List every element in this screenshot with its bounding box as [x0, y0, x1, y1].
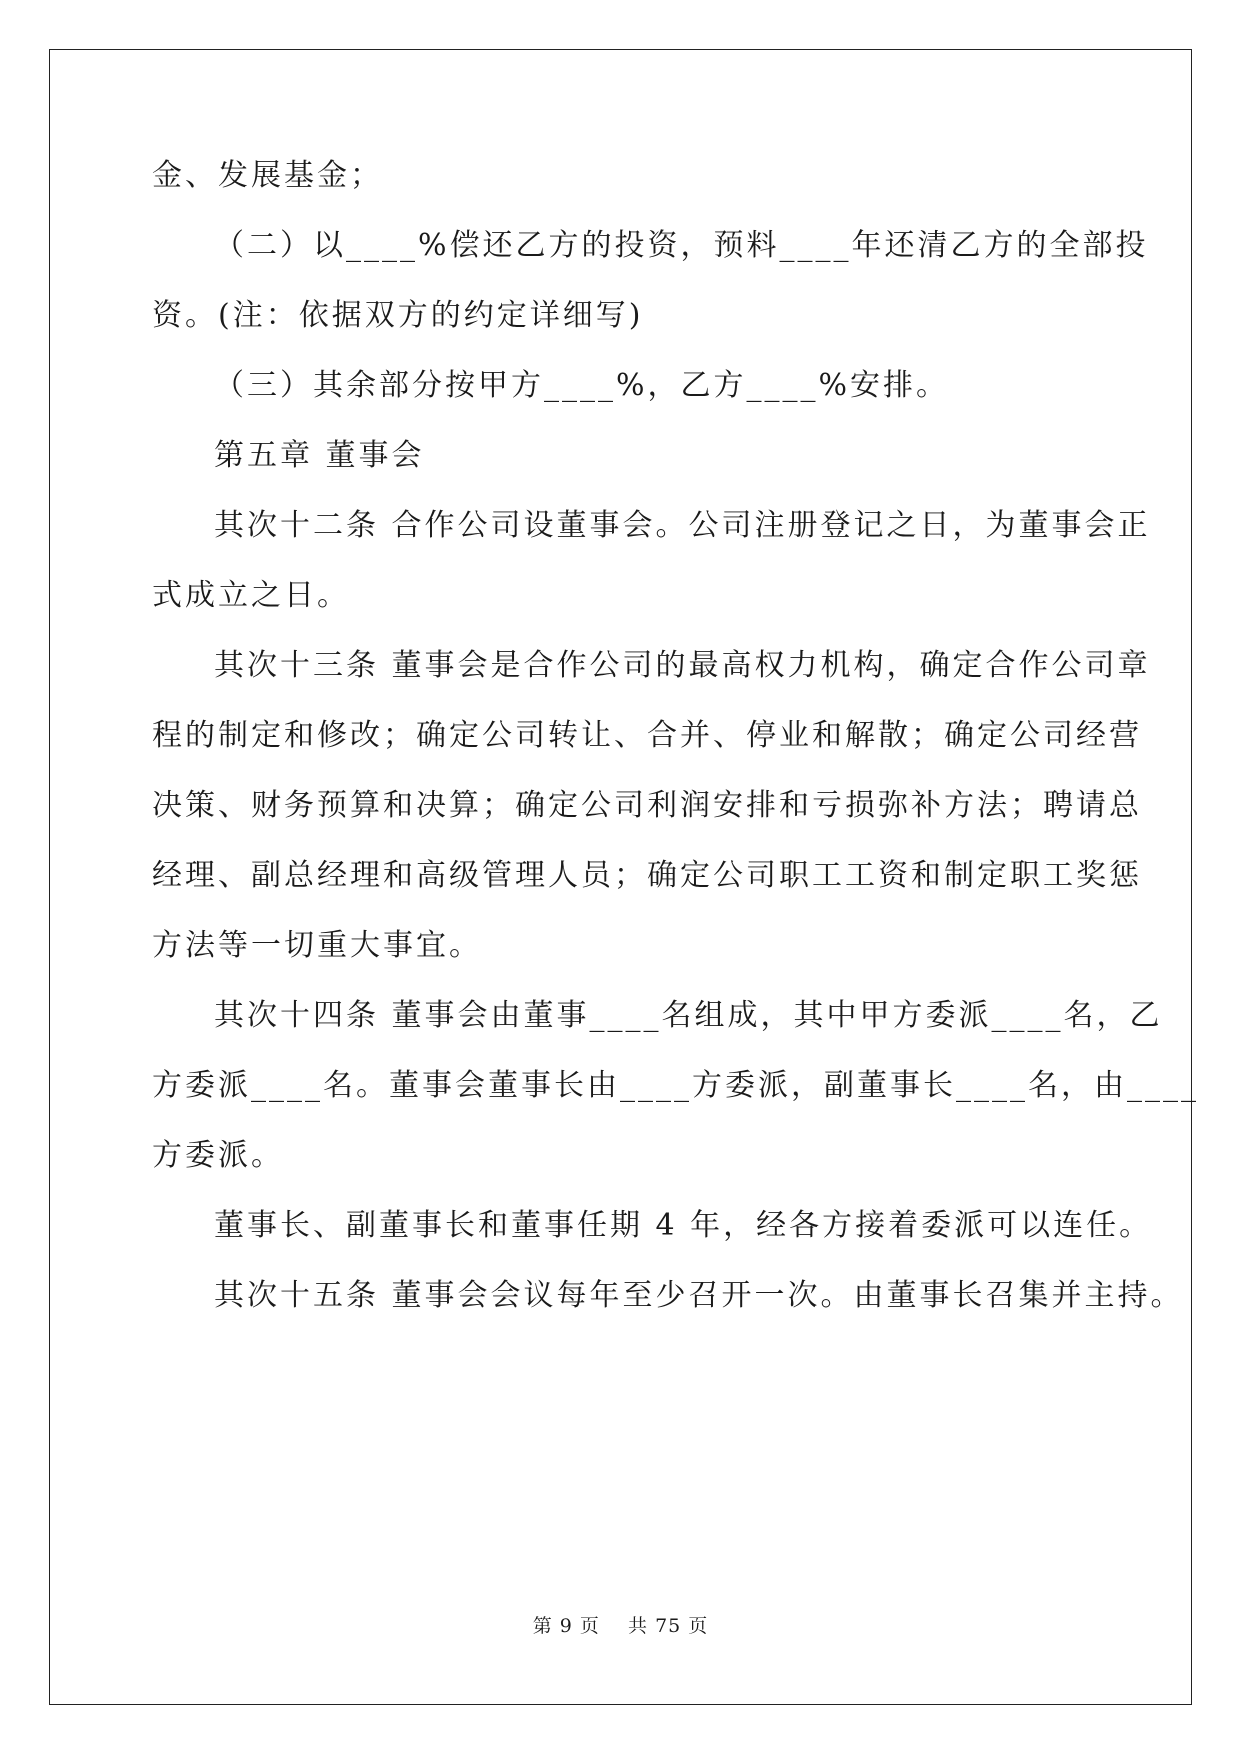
page-number-label: 第 9 页 共 75 页: [532, 1615, 709, 1637]
text-line: 其次十二条 合作公司设董事会。公司注册登记之日，为董事会正: [214, 508, 1151, 543]
text-line: 方委派。: [152, 1138, 284, 1173]
text-line: 其次十三条 董事会是合作公司的最高权力机构，确定合作公司章: [214, 648, 1151, 683]
text-line: 金、发展基金；: [152, 158, 383, 193]
text-line: 董事长、副董事长和董事任期 4 年，经各方接着委派可以连任。: [214, 1208, 1153, 1243]
text-line: 其次十五条 董事会会议每年至少召开一次。由董事长召集并主持。: [214, 1278, 1184, 1313]
text-line: （二）以____%偿还乙方的投资，预料____年还清乙方的全部投: [214, 228, 1149, 263]
text-line: 程的制定和修改；确定公司转让、合并、停业和解散；确定公司经营: [152, 718, 1142, 753]
text-line: 式成立之日。: [152, 578, 350, 613]
text-line: （三）其余部分按甲方____%，乙方____%安排。: [214, 368, 950, 403]
text-line: 经理、副总经理和高级管理人员；确定公司职工工资和制定职工奖惩: [152, 858, 1142, 893]
text-line: 其次十四条 董事会由董事____名组成，其中甲方委派____名，乙: [214, 998, 1163, 1033]
page-number-footer: [0, 1614, 1241, 1638]
text-line: 方法等一切重大事宜。: [152, 928, 482, 963]
text-line: 资。(注：依据双方的约定详细写): [152, 298, 644, 333]
chapter-heading: 第五章 董事会: [214, 438, 425, 473]
text-line: 方委派____名。董事会董事长由____方委派，副董事长____名，由____: [152, 1068, 1199, 1103]
text-line: 决策、财务预算和决算；确定公司利润安排和亏损弥补方法；聘请总: [152, 788, 1142, 823]
